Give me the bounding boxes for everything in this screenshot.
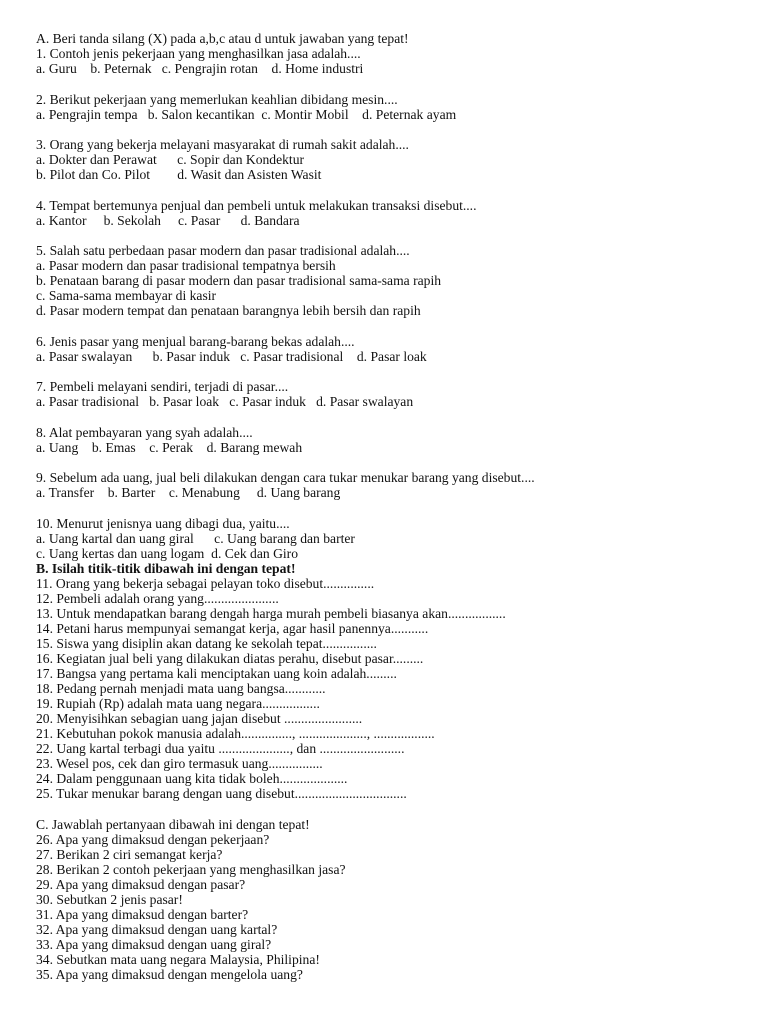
text-line: 6. Jenis pasar yang menjual barang-barang bekas adalah.... <box>36 334 355 349</box>
text-line: a. Uang kartal dan uang giral c. Uang barang dan barter <box>36 531 355 546</box>
text-line: c. Sama-sama membayar di kasir <box>36 288 217 303</box>
text-line: a. Kantor b. Sekolah c. Pasar d. Bandara <box>36 213 300 228</box>
text-line: A. Beri tanda silang (X) pada a,b,c atau d untuk jawaban yang tepat! <box>36 31 409 46</box>
text-line: 26. Apa yang dimaksud dengan pekerjaan? <box>36 832 270 847</box>
text-line: 35. Apa yang dimaksud dengan mengelola uang? <box>36 967 303 982</box>
text-line: 14. Petani harus mempunyai semangat kerja, agar hasil panennya........... <box>36 621 429 636</box>
text-line: 9. Sebelum ada uang, jual beli dilakukan dengan cara tukar menukar barang yang disebut.... <box>36 470 535 485</box>
text-line: a. Transfer b. Barter c. Menabung d. Uang barang <box>36 485 341 500</box>
text-line: 34. Sebutkan mata uang negara Malaysia, Philipina! <box>36 952 320 967</box>
text-line: 33. Apa yang dimaksud dengan uang giral? <box>36 937 272 952</box>
text-line: 2. Berikut pekerjaan yang memerlukan keahlian dibidang mesin.... <box>36 92 398 107</box>
text-line: 11. Orang yang bekerja sebagai pelayan toko disebut............... <box>36 576 375 591</box>
text-line: a. Dokter dan Perawat c. Sopir dan Kondektur <box>36 152 305 167</box>
text-line: 32. Apa yang dimaksud dengan uang kartal? <box>36 922 278 937</box>
text-line: a. Pasar tradisional b. Pasar loak c. Pasar induk d. Pasar swalayan <box>36 394 414 409</box>
text-line: a. Pengrajin tempa b. Salon kecantikan c. Montir Mobil d. Peternak ayam <box>36 107 457 122</box>
text-line: a. Pasar swalayan b. Pasar induk c. Pasar tradisional d. Pasar loak <box>36 349 427 364</box>
text-line: 17. Bangsa yang pertama kali menciptakan uang koin adalah......... <box>36 666 397 681</box>
text-line: 15. Siswa yang disiplin akan datang ke sekolah tepat................ <box>36 636 377 651</box>
text-line: C. Jawablah pertanyaan dibawah ini dengan tepat! <box>36 817 310 832</box>
text-line: 13. Untuk mendapatkan barang dengah harga murah pembeli biasanya akan................. <box>36 606 506 621</box>
text-line: 22. Uang kartal terbagi dua yaitu ....................., dan ......................... <box>36 741 405 756</box>
text-line: 29. Apa yang dimaksud dengan pasar? <box>36 877 246 892</box>
text-line: 23. Wesel pos, cek dan giro termasuk uang................ <box>36 756 323 771</box>
text-line: 24. Dalam penggunaan uang kita tidak boleh.................... <box>36 771 348 786</box>
text-line: 31. Apa yang dimaksud dengan barter? <box>36 907 249 922</box>
text-line: 7. Pembeli melayani sendiri, terjadi di pasar.... <box>36 379 289 394</box>
text-line: B. Isilah titik-titik dibawah ini dengan tepat! <box>36 561 296 576</box>
text-line: 30. Sebutkan 2 jenis pasar! <box>36 892 183 907</box>
text-line: b. Pilot dan Co. Pilot d. Wasit dan Asisten Wasit <box>36 167 322 182</box>
text-line: a. Uang b. Emas c. Perak d. Barang mewah <box>36 440 303 455</box>
text-line: a. Guru b. Peternak c. Pengrajin rotan d. Home industri <box>36 61 364 76</box>
text-line: 10. Menurut jenisnya uang dibagi dua, yaitu.... <box>36 516 290 531</box>
text-line: 28. Berikan 2 contoh pekerjaan yang menghasilkan jasa? <box>36 862 346 877</box>
text-line: 5. Salah satu perbedaan pasar modern dan pasar tradisional adalah.... <box>36 243 410 258</box>
text-line: d. Pasar modern tempat dan penataan barangnya lebih bersih dan rapih <box>36 303 421 318</box>
text-line: 12. Pembeli adalah orang yang...................... <box>36 591 279 606</box>
text-line: a. Pasar modern dan pasar tradisional tempatnya bersih <box>36 258 336 273</box>
text-line: 19. Rupiah (Rp) adalah mata uang negara................. <box>36 696 320 711</box>
text-line: 18. Pedang pernah menjadi mata uang bangsa............ <box>36 681 326 696</box>
text-line: 8. Alat pembayaran yang syah adalah.... <box>36 425 253 440</box>
text-line: 21. Kebutuhan pokok manusia adalah..............., ...................., .................. <box>36 726 435 741</box>
text-line: 1. Contoh jenis pekerjaan yang menghasilkan jasa adalah.... <box>36 46 361 61</box>
text-line: b. Penataan barang di pasar modern dan pasar tradisional sama-sama rapih <box>36 273 442 288</box>
text-line: 25. Tukar menukar barang dengan uang disebut................................. <box>36 786 407 801</box>
text-line: 20. Menyisihkan sebagian uang jajan disebut ....................... <box>36 711 363 726</box>
text-line: c. Uang kertas dan uang logam d. Cek dan Giro <box>36 546 298 561</box>
text-line: 3. Orang yang bekerja melayani masyarakat di rumah sakit adalah.... <box>36 137 409 152</box>
text-line: 4. Tempat bertemunya penjual dan pembeli untuk melakukan transaksi disebut.... <box>36 198 477 213</box>
text-line: 27. Berikan 2 ciri semangat kerja? <box>36 847 223 862</box>
text-line: 16. Kegiatan jual beli yang dilakukan diatas perahu, disebut pasar......... <box>36 651 424 666</box>
